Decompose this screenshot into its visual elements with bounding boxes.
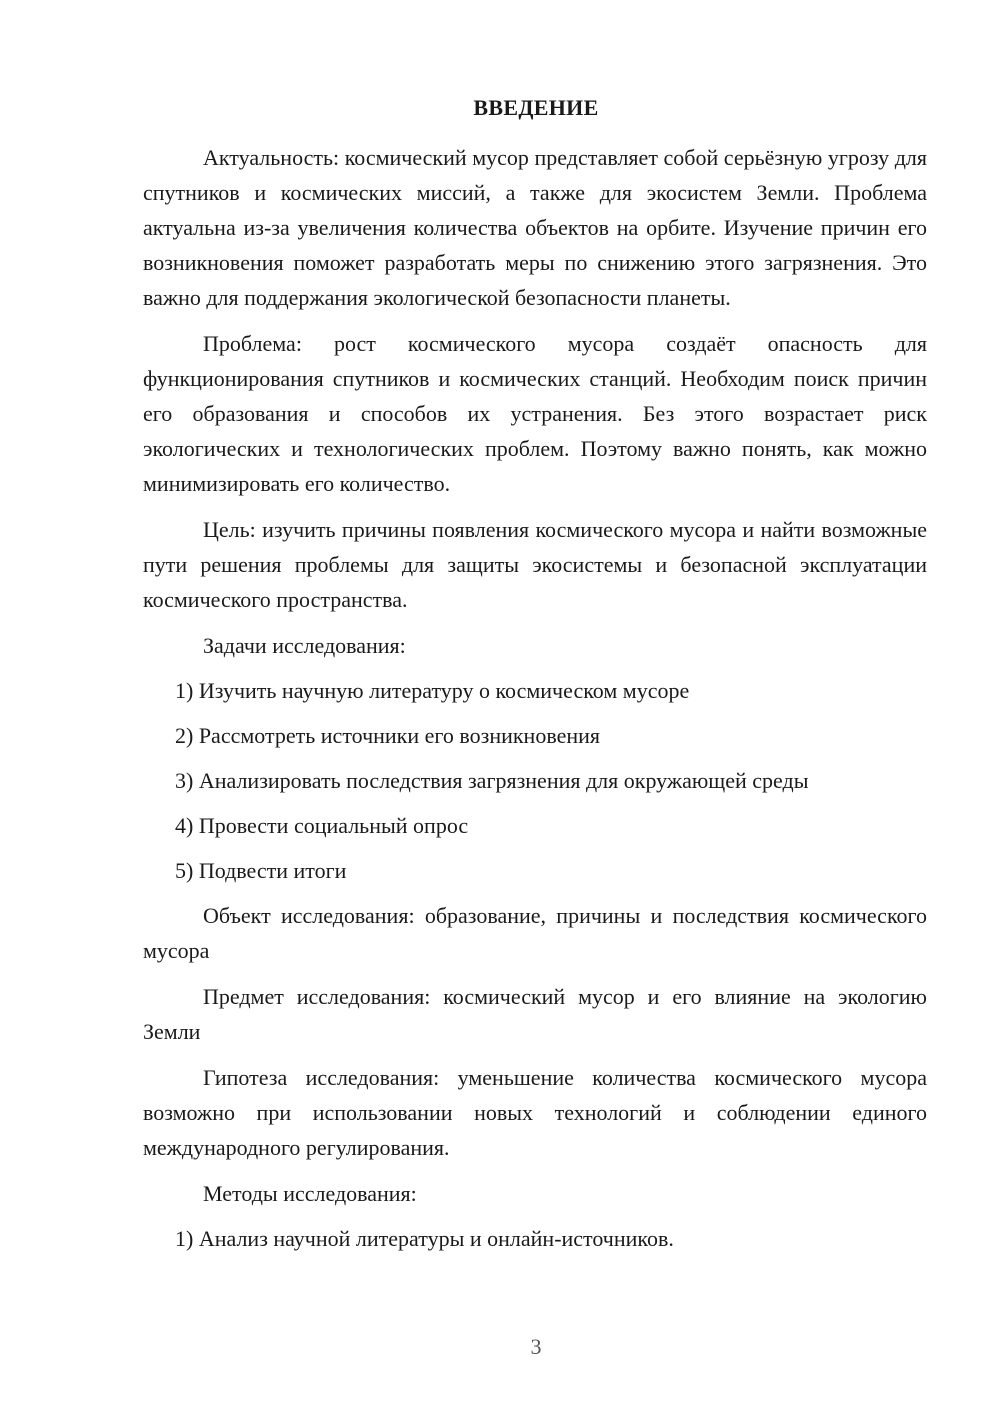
- subject-paragraph: Предмет исследования: космический мусор и его влияние на экологию Земли: [143, 984, 927, 1044]
- list-item: 1) Изучить научную литературу о космическом мусоре: [175, 678, 690, 703]
- list-item: 1) Анализ научной литературы и онлайн-источников.: [175, 1226, 674, 1251]
- page-number: 3: [530, 1334, 542, 1359]
- methods-heading: Методы исследования:: [203, 1181, 417, 1206]
- page-body: [143, 140, 927, 1266]
- list-item: 4) Провести социальный опрос: [175, 813, 469, 838]
- tasks-heading: Задачи исследования:: [203, 633, 406, 658]
- list-item: 5) Подвести итоги: [175, 858, 347, 883]
- object-paragraph: Объект исследования: образование, причины и последствия космического мусора: [143, 903, 927, 963]
- methods-list: [143, 1221, 927, 1256]
- section-title: ВВЕДЕНИЕ: [473, 95, 599, 120]
- goal-paragraph: Цель: изучить причины появления космического мусора и найти возможные пути решения проблемы для защиты экосистемы и безопасной эксплуатации космического пространства.: [143, 517, 927, 612]
- problem-paragraph: Проблема: рост космического мусора создаёт опасность для функционирования спутников и космических станций. Необходим поиск причин его образования и способов их устранения. Без этого возрастает риск экологических и технологических проблем. Поэтому важно понять, как можно минимизировать его количество.: [143, 331, 927, 496]
- tasks-list: [143, 673, 927, 888]
- list-item: 3) Анализировать последствия загрязнения для окружающей среды: [175, 768, 809, 793]
- list-item: 2) Рассмотреть источники его возникновения: [175, 723, 601, 748]
- relevance-paragraph: Актуальность: космический мусор представляет собой серьёзную угрозу для спутников и космических миссий, а также для экосистем Земли. Проблема актуальна из-за увеличения количества объектов на орбите. Изучение причин его возникновения поможет разработать меры по снижению этого загрязнения. Это важно для поддержания экологической безопасности планеты.: [143, 145, 927, 310]
- hypothesis-paragraph: Гипотеза исследования: уменьшение количества космического мусора возможно при использовании новых технологий и соблюдении единого международного регулирования.: [143, 1065, 927, 1160]
